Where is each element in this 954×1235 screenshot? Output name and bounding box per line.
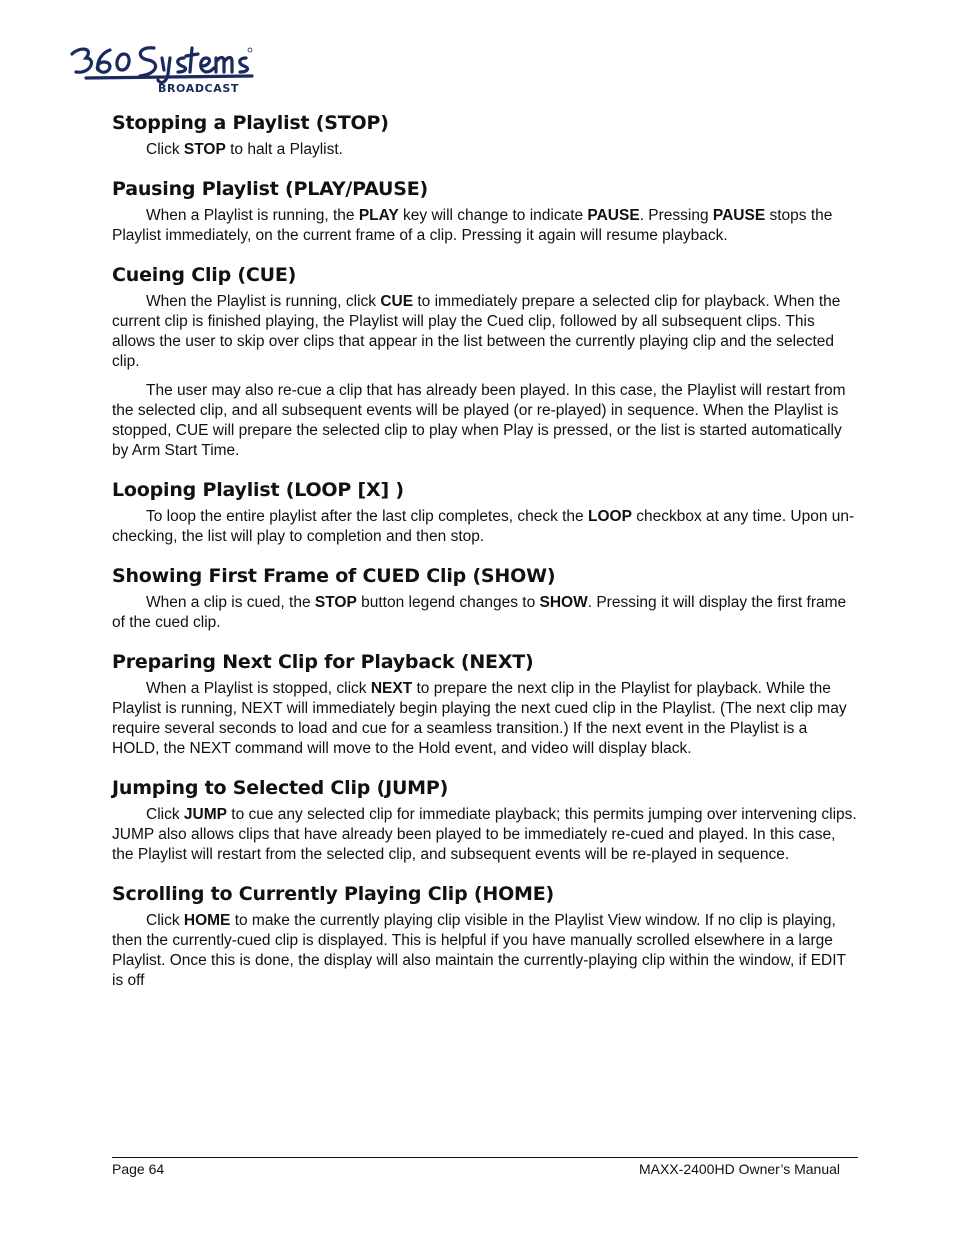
text-run: to make the currently playing clip visible in the Playlist View window. If no clip is playing, then the currently-cued clip is displayed. This is helpful if you have manually scrolled elsewhere in a large Playlist. Once this is done, the display will also maintain the currently-playing clip within the window, if EDIT is off <box>112 912 846 989</box>
body-paragraph <box>112 381 858 461</box>
section <box>112 565 858 633</box>
section-heading: Preparing Next Clip for Playback (NEXT) <box>112 651 534 673</box>
text-run: To loop the entire playlist after the last clip completes, check the <box>146 508 588 525</box>
footer-divider <box>112 1157 858 1158</box>
body-paragraph <box>112 911 858 991</box>
body-paragraph <box>112 292 858 372</box>
text-run: When a Playlist is running, the <box>146 207 359 224</box>
section <box>112 112 858 160</box>
command-keyword: PAUSE <box>587 207 640 224</box>
section <box>112 178 858 246</box>
section-heading: Scrolling to Currently Playing Clip (HOME) <box>112 883 555 905</box>
text-run: to halt a Playlist. <box>225 141 343 158</box>
command-keyword: NEXT <box>370 680 413 697</box>
text-run: . Pressing it will display the first frame of the cued clip. <box>112 594 847 631</box>
page-number: Page 64 <box>112 1161 165 1177</box>
text-run: When a clip is cued, the <box>146 594 315 611</box>
command-keyword: PAUSE <box>712 207 766 224</box>
section <box>112 479 858 547</box>
body-paragraph <box>112 206 858 246</box>
logo-script <box>66 40 258 88</box>
body-paragraph <box>112 593 858 633</box>
section-heading: Looping Playlist (LOOP [X] ) <box>112 479 404 501</box>
text-run: stops the Playlist immediately, on the current frame of a clip. Pressing it again will resume playback. <box>112 207 833 244</box>
text-run: key will change to indicate <box>398 207 588 224</box>
command-keyword: STOP <box>314 594 357 611</box>
text-run: to immediately prepare a selected clip for playback. When the current clip is finished playing, the Playlist will play the Cued clip, followed by all subsequent clips. This allows the user to skip over clips that appear in the list between the currently playing clip and the selected clip. <box>112 293 841 370</box>
section <box>112 883 858 991</box>
section <box>112 651 858 759</box>
section <box>112 777 858 865</box>
section-heading: Stopping a Playlist (STOP) <box>112 112 389 134</box>
text-run: to cue any selected clip for immediate playback; this permits jumping over intervening clips. JUMP also allows clips that have already been played to be immediately re-cued and played. In this case, the Playlist will restart from the selected clip, and subsequent events will be re-played in sequence. <box>112 806 857 863</box>
section-heading: Showing First Frame of CUED Clip (SHOW) <box>112 565 556 587</box>
brand-logo <box>66 40 258 100</box>
command-keyword: JUMP <box>183 806 227 823</box>
text-run: When a Playlist is stopped, click <box>146 680 371 697</box>
command-keyword: STOP <box>183 141 226 158</box>
section-heading: Cueing Clip (CUE) <box>112 264 297 286</box>
body-paragraph <box>112 140 858 160</box>
body-paragraph <box>112 679 858 759</box>
logo-tagline: BROADCAST <box>158 82 239 95</box>
command-keyword: SHOW <box>539 594 588 611</box>
text-run: . Pressing <box>639 207 713 224</box>
document-body <box>112 112 858 1009</box>
command-keyword: CUE <box>380 293 414 310</box>
body-paragraph <box>112 805 858 865</box>
text-run: When the Playlist is running, click <box>146 293 381 310</box>
text-run: Click <box>146 141 184 158</box>
body-paragraph <box>112 507 858 547</box>
text-run: Click <box>146 912 184 929</box>
section-heading: Jumping to Selected Clip (JUMP) <box>112 777 449 799</box>
text-run: checkbox at any time. Upon un-checking, the list will play to completion and then stop. <box>112 508 855 545</box>
text-run: button legend changes to <box>356 594 540 611</box>
command-keyword: PLAY <box>358 207 399 224</box>
section-heading: Pausing Playlist (PLAY/PAUSE) <box>112 178 428 200</box>
text-run: Click <box>146 806 184 823</box>
text-run: The user may also re-cue a clip that has already been played. In this case, the Playlist will restart from the selected clip, and all subsequent events will be played (or re-played) in sequence. When the Playlist is stopped, CUE will prepare the selected clip to play when Play is pressed, or the list is started automatically by Arm Start Time. <box>112 382 846 459</box>
command-keyword: HOME <box>183 912 231 929</box>
section <box>112 264 858 461</box>
command-keyword: LOOP <box>587 508 632 525</box>
text-run: to prepare the next clip in the Playlist for playback. While the Playlist is running, NEXT will immediately begin playing the next cued clip in the Playlist. (The next clip may require several seconds to load and cue for a seamless transition.) If the next event in the Playlist is a HOLD, the NEXT command will move to the Hold event, and video will display black. <box>112 680 847 757</box>
manual-title: MAXX-2400HD Owner’s Manual <box>638 1161 840 1177</box>
